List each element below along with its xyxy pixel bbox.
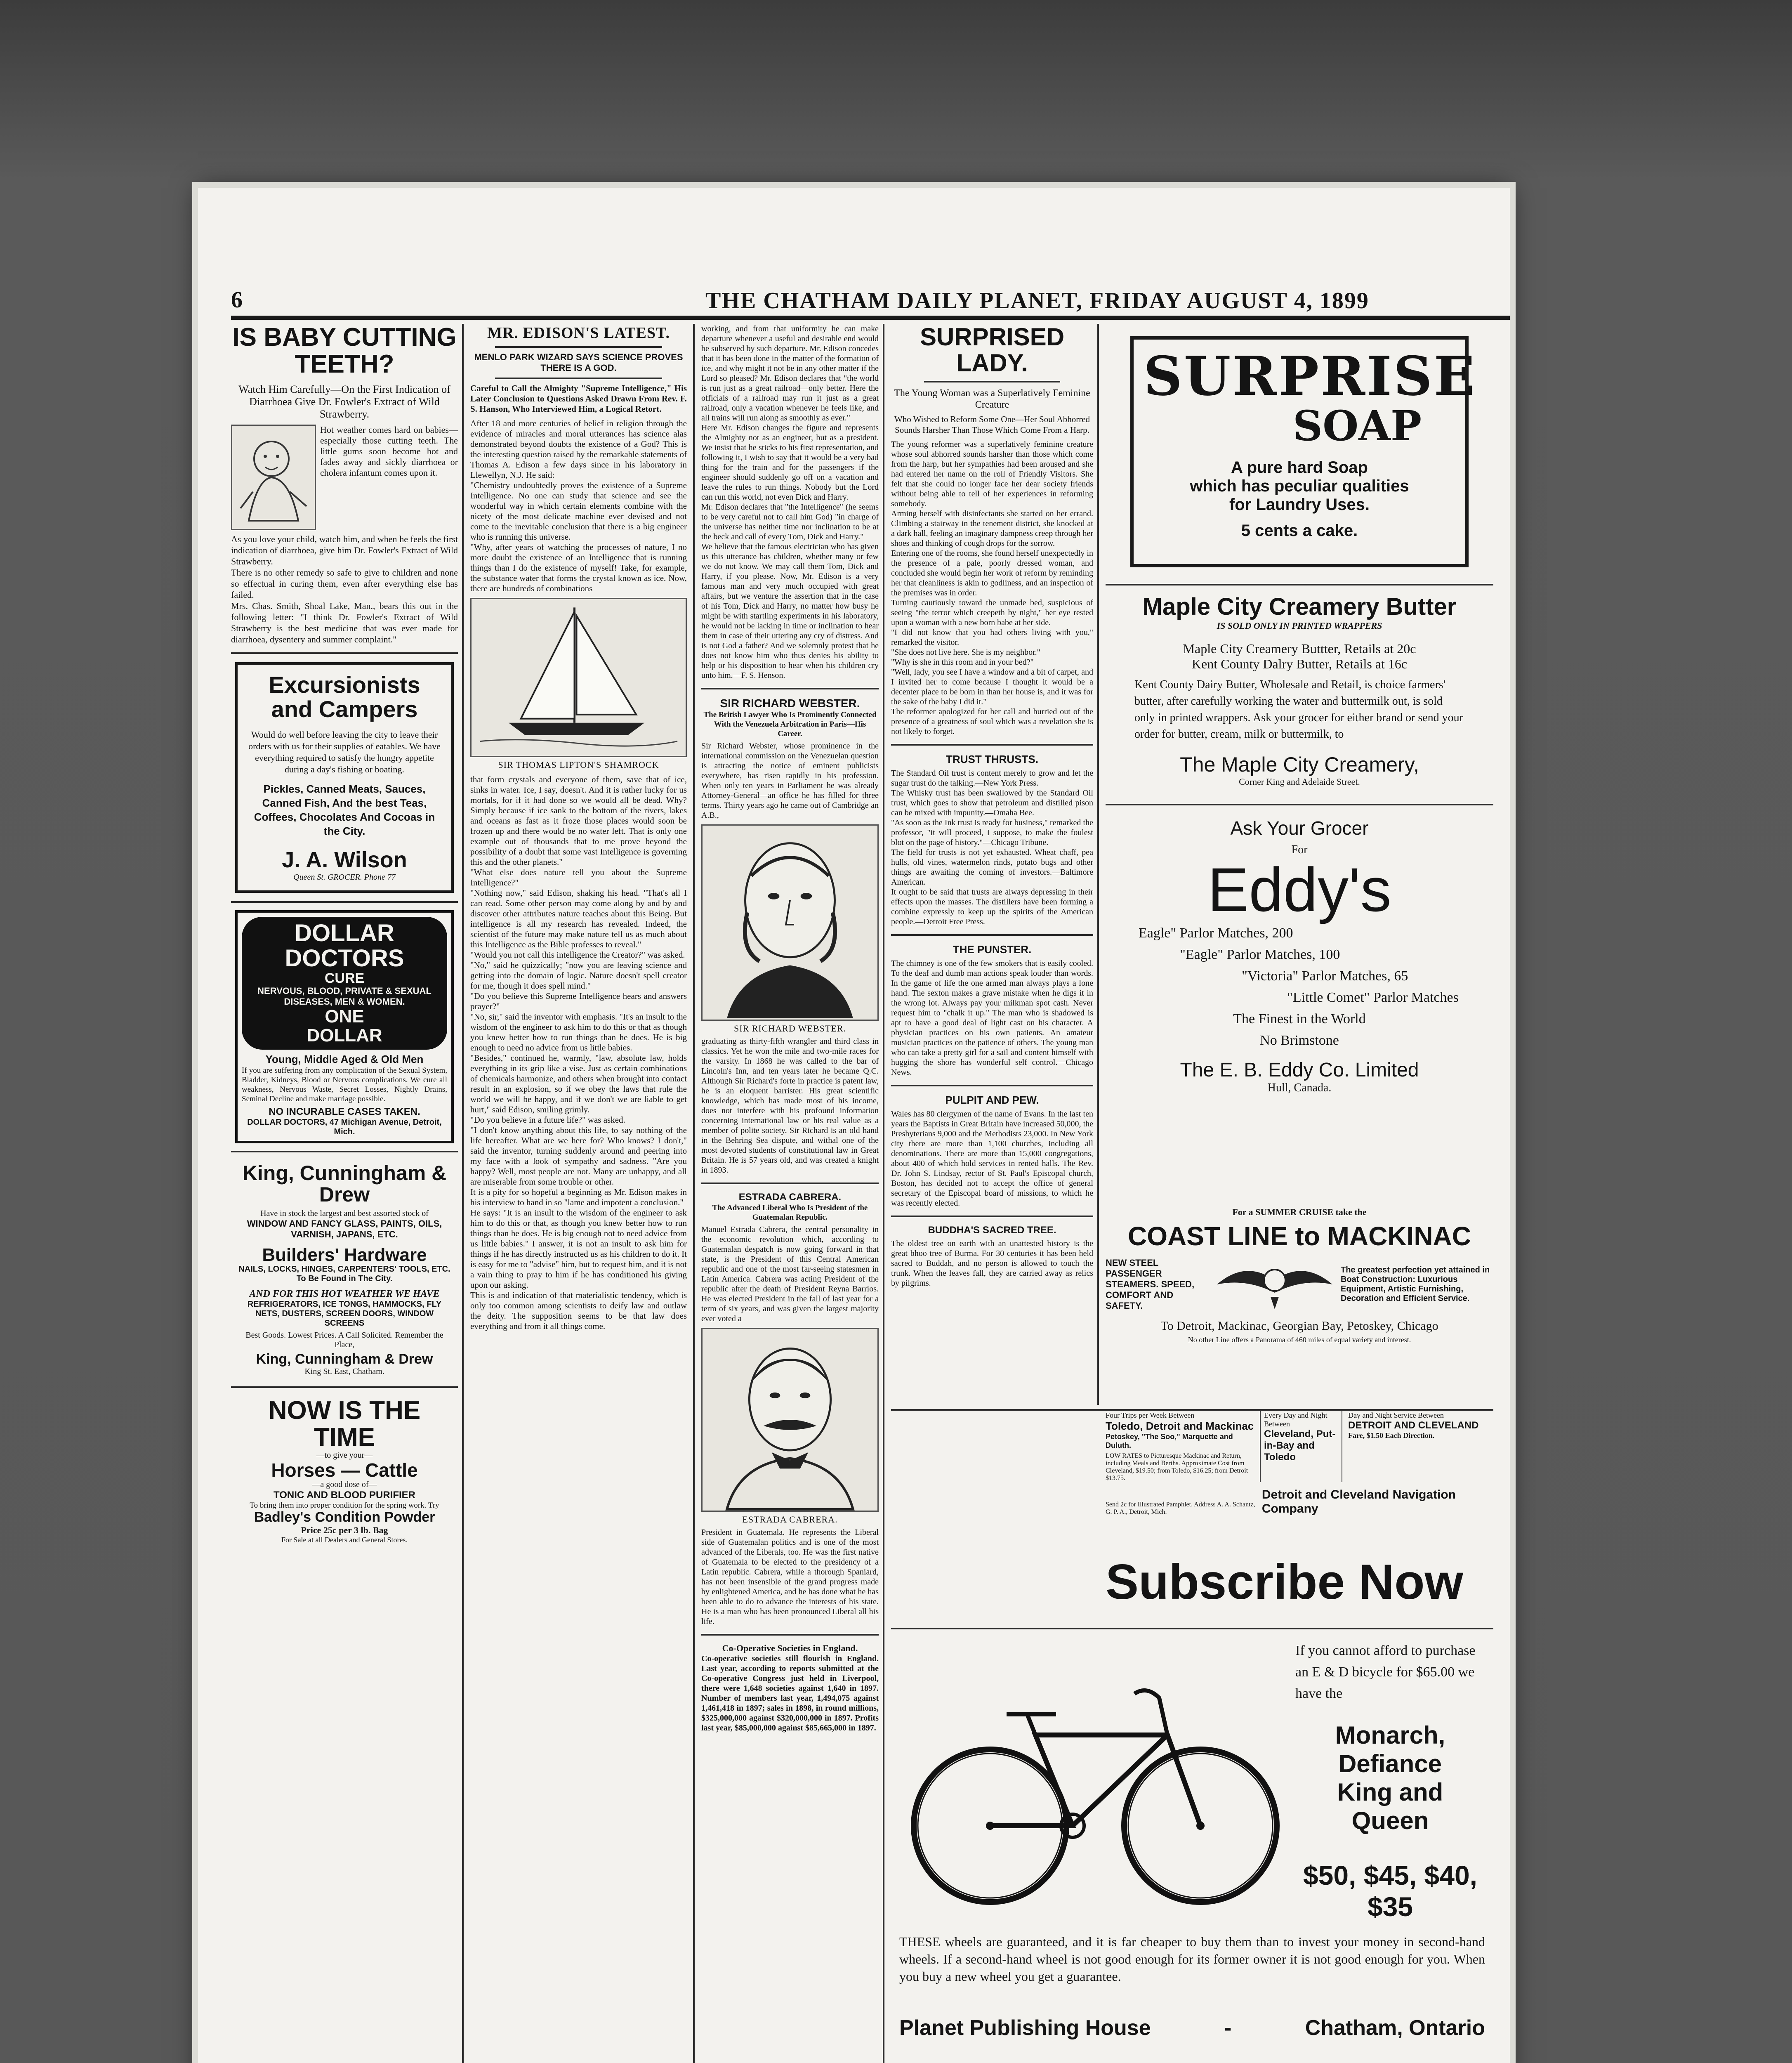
edison-p6: "Nothing now," said Edison, shaking his head. "That's all I can read. Some other person may come along by and by and discover other attributes nature teaches about this Being. But intelligence is all my research has revealed. Indeed, the scientist of the future may make nature tell us as much about this Intelligence as the Bible professes to reveal." (470, 888, 687, 949)
column-1 (231, 324, 458, 2063)
wilson-name: J. A. Wilson (282, 847, 407, 872)
edison-p15: He says: "It is an insult to the wisdom of the engineer to ask him to do this or that, as though you knew better how to run things than he does. He is big enough not to need advice from us little babies." I answer, it is not an insult to ask him for things if he has directly instructed us as his children to do it. It is easy for me to "advise" him, but to request him, and it is not a vain thing to pray to him if he has conditioned his giving upon our asking. (470, 1208, 687, 1290)
coast-line-ad (1106, 1207, 1493, 1405)
baby-icon (232, 426, 315, 529)
baby-body-1: Hot weather comes hard on babies—especially those cutting teeth. The little gums soon become hot and fades away and sickly diarrhoea or cholera infantum comes upon it. (320, 425, 458, 478)
dollar-doctors-body: If you are suffering from any complication of the Sexual System, Bladder, Kidneys, Blood or Nervous complications. We cure all weakness, Nervous Waste, Secret Losses, Nightly Drains, Seminal Decline and make marriage possible. (242, 1066, 447, 1103)
coast-title: COAST LINE to MACKINAC (1128, 1221, 1471, 1251)
now-bring: To bring them into proper condition for the spring work. Try (250, 1501, 439, 1510)
king-cunningham-body: Have in stock the largest and best assorted stock of (260, 1209, 429, 1218)
edison-continued-2: Here Mr. Edison changes the figure and represents the Almighty not as an engineer, but as a president. We insist that he sticks to his first representation, and following it, I wish to say that it would be a very bad thing for the train and for the passengers if the engineer should suddenly go off on a vacation and leave the rules to run things. Nobody but the Lord can run this world, not even Dick and Harry. (701, 423, 879, 502)
masthead: THE CHATHAM DAILY PLANET, FRIDAY AUGUST 4, 1899 (705, 288, 1369, 314)
divider (891, 1409, 1493, 1411)
now-sale: For Sale at all Dealers and General Stores. (281, 1535, 408, 1544)
edison-p12: "Do you believe in a future life?" was asked. (470, 1115, 625, 1125)
coast-dc: DETROIT AND CLEVELAND (1348, 1420, 1479, 1431)
bicycle-icon (899, 1640, 1287, 1921)
coast-daynight: Day and Night Service Between (1348, 1411, 1444, 1419)
king-cunningham-footer: King, Cunningham & Drew (256, 1351, 433, 1367)
edison-p8: "No," said he quizzically; "now you are leaving science and getting into the domain of logic. Nature doesn't spell creator for me, though it does spell mind." (470, 960, 687, 991)
surprised-sub-2: Who Wished to Reform Some One—Her Soul Abhorred Sounds Harsher Than Those Which Come From a Harp. (894, 414, 1090, 435)
divider (891, 744, 1093, 746)
eddy-name: Eddy's (1207, 855, 1391, 924)
webster-p1: Sir Richard Webster, whose prominence in the international commission on the Venezuelan question is attracting the notice of eminent publicists everywhere, has risen rapidly in his profession. When only ten years in Parliament he was already Attorney-General—an office he has filled for three terms. Thirty years ago he came out of Cambridge an A.B., (701, 741, 879, 820)
dollar-doctors-title-2: DOCTORS (285, 944, 404, 972)
surprised-p3: Entering one of the rooms, she found herself unexpectedly in the presence of a pale, poorly dressed woman, and concluded she would begin her work of reform by reminding her that cleanliness is akin to godliness, and an inspection of the premises was in order. (891, 549, 1093, 597)
now-product: Badley's Condition Powder (254, 1509, 435, 1525)
bike-names-1: Monarch, Defiance (1335, 1721, 1445, 1777)
dollar-doctors-footer: DOLLAR DOCTORS, 47 Michigan Avenue, Detroit, Mich. (247, 1117, 442, 1136)
coast-route: To Detroit, Mackinac, Georgian Bay, Petoskey, Chicago (1160, 1319, 1438, 1333)
coast-company: Detroit and Cleveland Navigation Company (1261, 1488, 1456, 1515)
divider (231, 652, 458, 654)
bike-prices: $50, $45, $40, $35 (1303, 1860, 1478, 1922)
divider (924, 381, 1060, 382)
eddy-for: For (1291, 843, 1308, 856)
king-cunningham-items: WINDOW AND FANCY GLASS, PAINTS, OILS, VARNISH, JAPANS, ETC. (247, 1218, 442, 1239)
coast-fare: Fare, $1.50 Each Direction. (1348, 1431, 1435, 1440)
maple-price-1: Maple City Creamery Buttter, Retails at 20c (1183, 641, 1416, 656)
cabrera-p2: President in Guatemala. He represents the Liberal side of Guatemalan politics and is one of the most advanced of the Liberals, too. He was the first native of Guatemala to be elected to the presidency of a Latin republic. Cabrera, while a thorough Spaniard, has not been insensible of the grand progress made by enlightened America, and he has done what he has been able to do to advance the interests of his state. He is a man who has been pronounced Liberal all his life. (701, 1528, 879, 1626)
eddy-line-1: Eagle" Parlor Matches, 200 (1139, 925, 1293, 941)
edison-p14: It is a pity for so hopeful a beginning as Mr. Edison makes in his interview to hand in so "lame and impotent a conclusion." (470, 1187, 687, 1207)
shamrock-caption: SIR THOMAS LIPTON'S SHAMROCK (498, 760, 659, 770)
coast-cleveland: Cleveland, Put-in-Bay and Toledo (1264, 1428, 1336, 1463)
shamrock-illustration (470, 598, 687, 757)
baby-illustration (231, 425, 316, 530)
cabrera-sub: The Advanced Liberal Who Is President of the Guatemalan Republic. (712, 1204, 868, 1222)
edison-p7: "Would you not call this intelligence the Creator?" was asked. (470, 950, 685, 960)
surprised-p9: The reformer apologized for her call and hurried out of the presence of a greatness of soul which was a revelation she is not likely to forget. (891, 707, 1093, 736)
coop-body: Co-operative societies still flourish in England. Last year, according to reports submitted at the Co-operative Congress just held in Liverpool, there were 1,648 societies against 1,640 in 1897. Number of members last year, 1,494,075 against 1,461,418 in 1897; sales in 1898, in round millions, $325,000,000 against $320,000,000 in 1897. Profits last year, $85,000,000 against $85,665,000 in 1897. (701, 1654, 879, 1733)
baby-body-3: There is no other remedy so safe to give to children and none so effectual in curing them, even after everything else has failed. (231, 567, 458, 600)
soap-line-1: A pure hard Soap (1231, 458, 1368, 477)
maple-title: Maple City Creamery Butter (1142, 593, 1457, 620)
king-cunningham-goods: Best Goods. Lowest Prices. A Call Solicited. Remember the Place, (245, 1330, 443, 1349)
divider (891, 1085, 1093, 1086)
now-title: NOW IS THE TIME (268, 1396, 421, 1452)
wilson-address: Queen St. GROCER. Phone 77 (293, 872, 396, 882)
soap-title-2: SOAP (1292, 401, 1422, 450)
excursion-items: Pickles, Canned Meats, Sauces, Canned Fish, And the best Teas, Coffees, Chocolates And Cocoas in the City. (254, 782, 435, 837)
surprised-p2: Arming herself with disinfectants she started on her errand. Climbing a stairway in the tenement district, she knocked at a dark hall, feeling an imaginary dampness creep through her shoes and thinking of cough drops for the sorrow. (891, 509, 1093, 548)
webster-portrait (701, 824, 879, 1021)
coast-trips: Four Trips per Week Between (1106, 1411, 1195, 1419)
coast-petoskey: Petoskey, "The Soo," Marquette and Duluth. (1106, 1433, 1233, 1449)
surprised-p1: The young reformer was a superlatively feminine creature whose soul abhorred sounds harsher than those which come from the harp, but her sympathies had been aroused and she had entered her name on the roll of Friendly Visitors. She felt that she could no longer face her dear society friends without being able to tell of her experiences in reforming somebody. (891, 440, 1093, 508)
divider (495, 346, 662, 348)
divider (1106, 804, 1493, 805)
eddy-line-3: "Victoria" Parlor Matches, 65 (1242, 968, 1408, 984)
edison-p3: "Why, after years of watching the processes of nature, I no more doubt the existence of an Intelligence that is running things than I do the existence of myself! Take, for example, the substance water that forms the crystal known as ice. Now, there are hundreds of combinations (470, 542, 687, 593)
page-header (231, 279, 1510, 320)
portrait-icon (703, 826, 877, 1020)
chatham-ontario: Chatham, Ontario (1305, 2016, 1485, 2040)
coast-rates: LOW RATES to Picturesque Mackinac and Return, including Meals and Berths. Approximate Cost from Cleveland, $19.50; from Toledo, $16.25; from Detroit $13.75. (1106, 1452, 1248, 1482)
trust-heading: TRUST THRUSTS. (946, 753, 1038, 765)
edison-p5: "What else does nature tell you about the Supreme Intelligence?" (470, 867, 687, 888)
page-number: 6 (231, 287, 243, 313)
coast-toledo: Toledo, Detroit and Mackinac (1106, 1420, 1254, 1432)
edison-p11: "Besides," continued he, warmly, "law, absolute law, holds everything in its grip like a vise. Just as certain combinations of chemicals harmonize, and others when brought into contact result in an explosion, so if we obey the laws that rule the world we will be happy, and if we don't we are liable to get hurt," said Edison, smiling grimly. (470, 1053, 687, 1114)
bike-footer (899, 2016, 1485, 2040)
divider (231, 901, 458, 903)
coast-right: The greatest perfection yet attained in Boat Construction: Luxurious Equipment, Artistic Furnishing, Decoration and Efficient Service. (1341, 1265, 1490, 1303)
footer-dash: - (1224, 2016, 1232, 2040)
surprised-p6: "She does not live here. She is my neighbor." (891, 648, 1040, 657)
soap-line-2: which has peculiar qualities (1190, 477, 1409, 495)
divider (231, 1151, 458, 1152)
now-give: —to give your— (316, 1450, 373, 1460)
cabrera-heading: ESTRADA CABRERA. (738, 1192, 842, 1203)
builders-hardware: Builders' Hardware (262, 1244, 427, 1265)
bicycle-illustration (899, 1640, 1287, 1921)
king-cunningham-address: King St. East, Chatham. (304, 1367, 384, 1376)
maple-body: Kent County Dairy Butter, Wholesale and Retail, is choice farmers' butter, after carefully working the water and buttermilk out, is sold only in printed wrappers. Ask your grocer for either brand or send your order for butter, cream, milk or buttermilk, to (1134, 678, 1464, 741)
punster-body: The chimney is one of the few smokers that is easily cooled. To the deaf and dumb man actions speak louder than words. In the game of life the one armed man always plays a lone hand. The sexton makes a grave mistake when he digs it in the wrong lot. Always pay your milkman spot cash. Never request him to "chalk it up." The man who is shadowed is apt to have a good deal of light cast on his character. A physician practices on his own patients. An amateur musician practices on the patience of others. The young man who can take a pretty girl for a sail and content himself with hugging the shore has wonderful self control.—Chicago News. (891, 959, 1093, 1077)
trust-p3: "As soon as the Ink trust is ready for business," remarked the professor, "it will proceed, I suppose, to make the foulest blot on the page of history."—Chicago Tribune. (891, 818, 1093, 847)
edison-continued-1: working, and from that uniformity he can make departure whenever a useful and desirable end would be subserved by such departure. Mr. Edison concedes that it has been done in the matter of the formation of ice, and why might it not be in any other matter if the Lord so pleased? Mr. Edison declares that "the world is run just as a great railroad—only better. Here the officials of a railroad may run it just as a great railroad, only a vacation whenever he feels like, and all trains will run along as smoothly as ever." (701, 324, 879, 423)
hot-weather-items: REFRIGERATORS, ICE TONGS, HAMMOCKS, FLY NETS, DUSTERS, SCREEN DOORS, WINDOW SCREENS (247, 1299, 442, 1328)
surprised-sub-1: The Young Woman was a Superlatively Feminine Creature (894, 388, 1090, 410)
edison-sub-1: MENLO PARK WIZARD SAYS SCIENCE PROVES THERE IS A GOD. (474, 352, 683, 373)
coast-schedule (1106, 1411, 1493, 1543)
eddy-ask: Ask Your Grocer (1230, 817, 1369, 839)
sailboat-icon (472, 599, 686, 756)
buddha-heading: BUDDHA'S SACRED TREE. (928, 1225, 1056, 1236)
builders-items: NAILS, LOCKS, HINGES, CARPENTERS' TOOLS, ETC. To Be Found in The City. (238, 1264, 450, 1283)
pulpit-body: Wales has 80 clergymen of the name of Evans. In the last ten years the Baptists in Great Britain have increased 50,000, the Presbyterians 9,000 and the Methodists 23,000. In New York city there are more than 1,100 churches, including all denominations. There are more than 15,000 congregations, about 400 of which hold services in rented halls. The Rev. Dr. John S. Lindsay, rector of St. Paul's Episcopal church, Boston, has decided not to accept the office of general secretary of the Episcopal board of missions, to which he was recently elected. (891, 1109, 1093, 1208)
eagle-emblem-icon (1213, 1256, 1337, 1313)
portrait-icon (703, 1329, 877, 1511)
punster-heading: THE PUNSTER. (953, 943, 1032, 956)
surprised-p4: Turning cautiously toward the unmade bed, suspicious of seeing "the terror which creepeth by night," her eye rested upon a woman with a new born babe at her side. (891, 598, 1093, 627)
excursion-body: Would do well before leaving the city to leave their orders with us for their supplies of eatables. We have everything required to satisfy the hungry appetite during a day's fishing or boating. (248, 729, 441, 774)
column-2 (470, 324, 687, 2063)
surprised-p8: "Well, lady, you see I have a window and a bit of carpet, and I invited her to come because I thought it would be a decenter place to be born in than her house is, and it was for the sake of the baby I did it." (891, 668, 1093, 706)
trust-p4: The field for trusts is not yet exhausted. Wheat chaff, pea hulls, old vines, watermelon rinds, potato bugs and other things are awaiting the coming of investors.—Baltimore American. (891, 848, 1093, 887)
maple-price-2: Kent County Dalry Butter, Retails at 16c (1191, 656, 1408, 671)
dollar-doctors-title-1: DOLLAR (295, 919, 394, 947)
pulpit-heading: PULPIT AND PEW. (945, 1094, 1039, 1106)
dollar-doctors-list: NERVOUS, BLOOD, PRIVATE & SEXUAL DISEASES, MEN & WOMEN. (257, 986, 431, 1007)
trust-p5: It ought to be said that trusts are always depressing in their effects upon the masses. The distillers have been forming a combine expressly to keep up the spirits of the American people.—Detroit Free Press. (891, 888, 1093, 926)
divider (891, 1628, 1493, 1629)
edison-p9: "Do you believe this Supreme Intelligence hears and answers prayer?" (470, 991, 687, 1011)
subscribe-bicycle-ad (891, 1549, 1493, 2063)
now-price: Price 25c per 3 lb. Bag (301, 1525, 388, 1535)
surprised-p5: "I did not know that you had others living with you," remarked the visitor. (891, 628, 1093, 647)
newspaper-page (198, 188, 1510, 2063)
coast-send: Send 2c for Illustrated Pamphlet. Address A. A. Schantz, G. P. A., Detroit, Mich. (1106, 1501, 1255, 1515)
maple-sub: IS SOLD ONLY IN PRINTED WRAPPERS (1217, 621, 1382, 631)
baby-body-4: Mrs. Chas. Smith, Shoal Lake, Man., bears this out in the following letter: "I think Dr. Fowler's Extract of Wild Strawberry is the best medicine that was ever made for diarrhoea, dysentery and summer complaint." (231, 601, 458, 645)
eddy-company: The E. B. Eddy Co. Limited (1180, 1059, 1419, 1081)
cabrera-portrait (701, 1328, 879, 1512)
edison-p4: that form crystals and everyone of them, save that of ice, sinks in water. Ice, I say, doesn't. And it is rather lucky for us mortals, for if it had done so we would all be dead. Why? Simply because if ice sank to the bottom of the rivers, lakes and oceans as fast as it froze those places would soon be frozen up and there would be no water left. That is only one example out of thousands that to me prove beyond the possibility of a doubt that some vast Intelligence is governing this and the other planets." (470, 774, 687, 867)
edison-p2: "Chemistry undoubtedly proves the existence of a Supreme Intelligence. No one can study that science and see the wonderful way in which certain elements combine with the nicety of the most delicate machine ever devised and not come to the inevitable conclusion that there is a big engineer who is running this universe. (470, 480, 687, 542)
planet-publishing: Planet Publishing House (899, 2016, 1151, 2040)
eddy-line-6: No Brimstone (1260, 1033, 1339, 1048)
excursion-title: Excursionists and Campers (269, 672, 420, 722)
baby-body-2: As you love your child, watch him, and when he feels the first indication of diarrhoea, give him Dr. Fowler's Extract of Wild Strawberry. (231, 534, 458, 567)
column-rule (1097, 324, 1099, 1405)
webster-caption: SIR RICHARD WEBSTER. (733, 1023, 846, 1034)
now-horses: Horses — Cattle (271, 1459, 418, 1481)
buddha-body: The oldest tree on earth with an unattested history is the great bhoo tree of Burma. For 30 centuries it has been held sacred to Buddah, and no person is allowed to touch the trunk. When the leaves fall, they are carried away as relics by pilgrims. (891, 1239, 1093, 1288)
divider (701, 1183, 879, 1184)
coast-top: For a SUMMER CRUISE take the (1232, 1207, 1367, 1217)
eddy-line-4: "Little Comet" Parlor Matches (1287, 990, 1459, 1005)
subscribe-now: Subscribe Now (1106, 1554, 1463, 1610)
king-cunningham-ad (231, 1160, 458, 1379)
now-dose: —a good dose of— (312, 1480, 377, 1489)
webster-p2: graduating as thirty-fifth wrangler and third class in classics. Yet he won the mile and two-mile races for the varsity. In 1868 he was called to the bar of Lincoln's Inn, and ten years later he became Q.C. Although Sir Richard's forte in practice is patent law, he is an eloquent barrister. His great scientific knowledge, which has made most of his income, does not interfere with his profound information concerning international law or his real value as a member of polite society. Sir Richard is an old hand in the Behring Sea dispute, and withal one of the most devoted students of constitutional law in Great Britain. He is 57 years old, and was created a knight in 1893. (701, 1037, 879, 1175)
coast-note: No other Line offers a Panorama of 460 miles of equal variety and interest. (1188, 1336, 1411, 1344)
cabrera-caption: ESTRADA CABRERA. (742, 1514, 838, 1525)
column-3 (701, 324, 879, 2063)
surprise-soap-ad (1130, 336, 1476, 567)
edison-p1: After 18 and more centuries of belief in religion through the evidence of miracles and moral utterances has science alas demonstrated beyond doubts the existence of a God? This is the interesting question raised by the remarkable statements of Thomas A. Edison a few days since in his laboratory in Llewellyn, N.J. He said: (470, 418, 687, 480)
trust-p2: The Whisky trust has been swallowed by the Standard Oil trust, which goes to show that petroleum and distilled pison can be mixed with impunity.—Omaha Bee. (891, 788, 1093, 817)
divider (701, 1634, 879, 1636)
trust-p1: The Standard Oil trust is content merely to grow and let the sugar trust do the talking.—New York Press. (891, 769, 1093, 788)
excursion-ad (235, 662, 454, 893)
dollar-doctors-nocure: NO INCURABLE CASES TAKEN. (269, 1106, 420, 1117)
surprised-p7: "Why is she in this room and in your bed?" (891, 658, 1034, 667)
eddy-address: Hull, Canada. (1267, 1081, 1332, 1094)
column-rule (883, 324, 884, 2063)
soap-price: 5 cents a cake. (1241, 522, 1358, 540)
bike-body: THESE wheels are guaranteed, and it is far cheaper to buy them than to invest your money in second-hand wheels. If a second-hand wheel is not good enough for its former owner it is not good enough for you. When you buy a new wheel you get a guarantee. (899, 1934, 1485, 1984)
eddy-line-2: "Eagle" Parlor Matches, 100 (1180, 947, 1340, 962)
dollar-doctors-ad (235, 910, 454, 1143)
column-rule (462, 324, 464, 2063)
edison-p10: "No, sir," said the inventor with emphasis. "It's an insult to the wisdom of the engineer to ask him to do this or that as though you knew better how to run things than he does. He is big enough to need no advice from us little babies. (470, 1012, 687, 1053)
coast-left: NEW STEEL PASSENGER STEAMERS. SPEED, COMFORT AND SAFETY. (1106, 1258, 1195, 1311)
soap-line-3: for Laundry Uses. (1229, 496, 1370, 514)
coop-heading: Co-Operative Societies in England. (722, 1643, 858, 1653)
now-is-the-time-ad (231, 1395, 458, 1546)
hot-weather-line: AND FOR THIS HOT WEATHER WE HAVE (249, 1288, 440, 1299)
webster-sub: The British Lawyer Who Is Prominently Connected With the Venezuela Arbitration in Paris—His Career. (703, 710, 877, 738)
edison-continued-3: Mr. Edison declares that "the Intelligence" (he seems to be very careful not to call him God) "in charge of the universe has neither time nor inclination to be at the beck and call of every Tom, Dick and Harry." (701, 503, 879, 541)
column-4 (891, 324, 1093, 1397)
divider (231, 1386, 458, 1388)
cabrera-p1: Manuel Estrada Cabrera, the central personality in the economic revolution which, according to Guatemalan despatch is now going forward in that state, is the President of this Central American republic and one of the most far-seeing statesmen in Latin America. Cabrera was acting President of the republic after the death of President Reyna Barrios. He was elected President in the fall of last year for a term of six years, and was given the largest majority ever voted a (701, 1225, 879, 1323)
divider (1106, 584, 1493, 585)
king-cunningham-title: King, Cunningham & Drew (242, 1161, 447, 1206)
maple-city-ad (1106, 593, 1493, 787)
now-tonic: TONIC AND BLOOD PURIFIER (273, 1489, 415, 1501)
webster-heading: SIR RICHARD WEBSTER. (720, 697, 860, 710)
maple-company: The Maple City Creamery, (1180, 753, 1419, 776)
bicycle-offer (1295, 1640, 1485, 1922)
divider (891, 934, 1093, 936)
surprised-heading: SURPRISED LADY. (920, 324, 1065, 377)
eddy-line-5: The Finest in the World (1233, 1011, 1366, 1027)
column-rule (693, 324, 695, 2063)
edison-p16: This is and indication of that materialistic tendency, which is only too common among scientists to deify law and outlaw the deity. The supposition seems to be that law does everything and from it all things come. (470, 1290, 687, 1331)
divider (891, 1216, 1093, 1217)
dollar-doctors-one: ONE (325, 1006, 364, 1027)
dollar-doctors-badge (242, 917, 447, 1050)
baby-heading: IS BABY CUTTING TEETH? (232, 324, 457, 379)
maple-address: Corner King and Adelaide Street. (1239, 777, 1360, 787)
dollar-doctors-dollar: DOLLAR (307, 1025, 382, 1046)
dollar-doctors-sub: Young, Middle Aged & Old Men (265, 1053, 424, 1065)
soap-title-1: SURPRISE (1144, 345, 1476, 408)
divider (701, 688, 879, 689)
edison-sub-2: Careful to Call the Almighty "Supreme Intelligence," His Later Conclusion to Questions Asked Drawn From Rev. F. S. Hanson, Who Interviewed Him, a Logical Retort. (470, 383, 687, 414)
coast-every: Every Day and Night Between (1264, 1411, 1327, 1428)
divider (495, 378, 662, 379)
edison-continued-4: We believe that the famous electrician who has given us this utterance has children, whether many or few we do not know. We may call them Tom, Dick and Harry, if you please. Now, Mr. Edison is a very famous man and very much occupied with great affairs, but we venture the assertion that in the case of his Tom, Dick and Harry, no matter how busy he might be with startling experiments in his laboratory, he would not be lacking in time or inclination to hear them in case of their uttering any cry of distress. And is not God a father? And we solemnly protest that he does not know him who thus denies his ability to help or his disposition to hear when his children cry unto him.—F. S. Henson. (701, 542, 879, 680)
dollar-doctors-cure: CURE (324, 970, 365, 986)
edison-p13: "I don't know anything about this life, to say nothing of the life hereafter. What are we here for? Who knows? I don't," said the inventor, turning suddenly around and peering into my face with a look of sympathy and sadness. "Are you happy? Well, most people are not. Many are unhappy, and all are miserable from some trouble or other. (470, 1125, 687, 1187)
edison-heading: MR. EDISON'S LATEST. (487, 324, 670, 342)
baby-subheading: Watch Him Carefully—On the First Indication of Diarrhoea Give Dr. Fowler's Extract of Wild Strawberry. (238, 383, 450, 420)
bike-names-2: King and Queen (1337, 1778, 1443, 1834)
bike-if: If you cannot afford to purchase an E & D bicycle for $65.00 we have the (1295, 1643, 1476, 1701)
eddy-ad (1106, 813, 1493, 1099)
